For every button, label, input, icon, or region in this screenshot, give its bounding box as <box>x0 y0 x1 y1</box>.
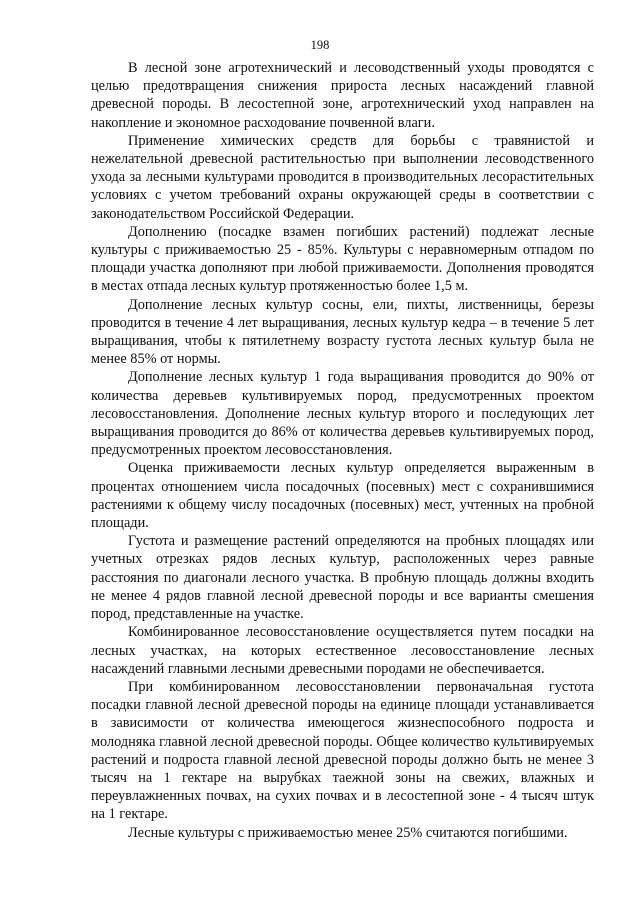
paragraph: Применение химических средств для борьбы с травянистой и нежелательной древесной растительностью при выполнении лесоводственного ухода за лесными культурами проводится в производительных лесорастительных условиях с учетом требований охраны окружающей среды в соответствии с законодательством Российской Федерации. <box>91 132 594 222</box>
paragraph: Густота и размещение растений определяются на пробных площадях или учетных отрезках рядов лесных культур, расположенных через равные расстояния по диагонали лесного участка. В пробную площадь должны входить не менее 4 рядов главной лесной древесной породы и все варианты смешения пород, представленные на участке. <box>91 533 594 623</box>
paragraph: Дополнение лесных культур 1 года выращивания проводится до 90% от количества деревьев культивируемых пород, предусмотренных проектом лесовосстановления. Дополнение лесных культур второго и последующих лет выращивания проводится до 86% от количества деревьев культивируемых пород, предусмотренных проектом лесовосстановления. <box>91 369 594 459</box>
document-body <box>91 59 594 842</box>
paragraph: Дополнение лесных культур сосны, ели, пихты, лиственницы, березы проводится в течение 4 лет выращивания, лесных культур кедра – в течение 5 лет выращивания, чтобы к пятилетнему возрасту густота лесных культур была не менее 85% от нормы. <box>91 296 594 368</box>
page-number: 198 <box>310 38 330 52</box>
paragraph: Оценка приживаемости лесных культур определяется выраженным в процентах отношением числа посадочных (посевных) мест с сохранившимися растениями к общему числу посадочных (посевных) мест, учтенных на пробной площади. <box>91 460 594 532</box>
paragraph: В лесной зоне агротехнический и лесоводственный уходы проводятся с целью предотвращения снижения прироста лесных насаждений главной древесной породы. В лесостепной зоне, агротехнический уход направлен на накопление и экономное расходование почвенной влаги. <box>91 60 594 131</box>
paragraph: Дополнению (посадке взамен погибших растений) подлежат лесные культуры с приживаемостью 25 - 85%. Культуры с неравномерным отпадом по площади участка дополняют при любой приживаемости. Дополнения проводятся в местах отпада лесных культур протяженностью более 1,5 м. <box>91 223 594 295</box>
paragraph: При комбинированном лесовосстановлении первоначальная густота посадки главной лесной древесной породы на единице площади устанавливается в зависимости от количества имеющегося жизнеспособного подроста и молодняка главной лесной древесной породы. Общее количество культивируемых растений и подроста главной лесной древесной породы должно быть не менее 3 тысяч на 1 гектаре на вырубках таежной зоны на свежих, влажных и переувлажненных почвах, на сухих почвах и в лесостепной зоне - 4 тысяч штук на 1 гектаре. <box>91 678 594 823</box>
paragraph: Комбинированное лесовосстановление осуществляется путем посадки на лесных участках, на которых естественное лесовосстановление лесных насаждений главными лесными древесными породами не обеспечивается. <box>91 624 594 677</box>
paragraph: Лесные культуры с приживаемостью менее 25% считаются погибшими. <box>128 824 568 841</box>
